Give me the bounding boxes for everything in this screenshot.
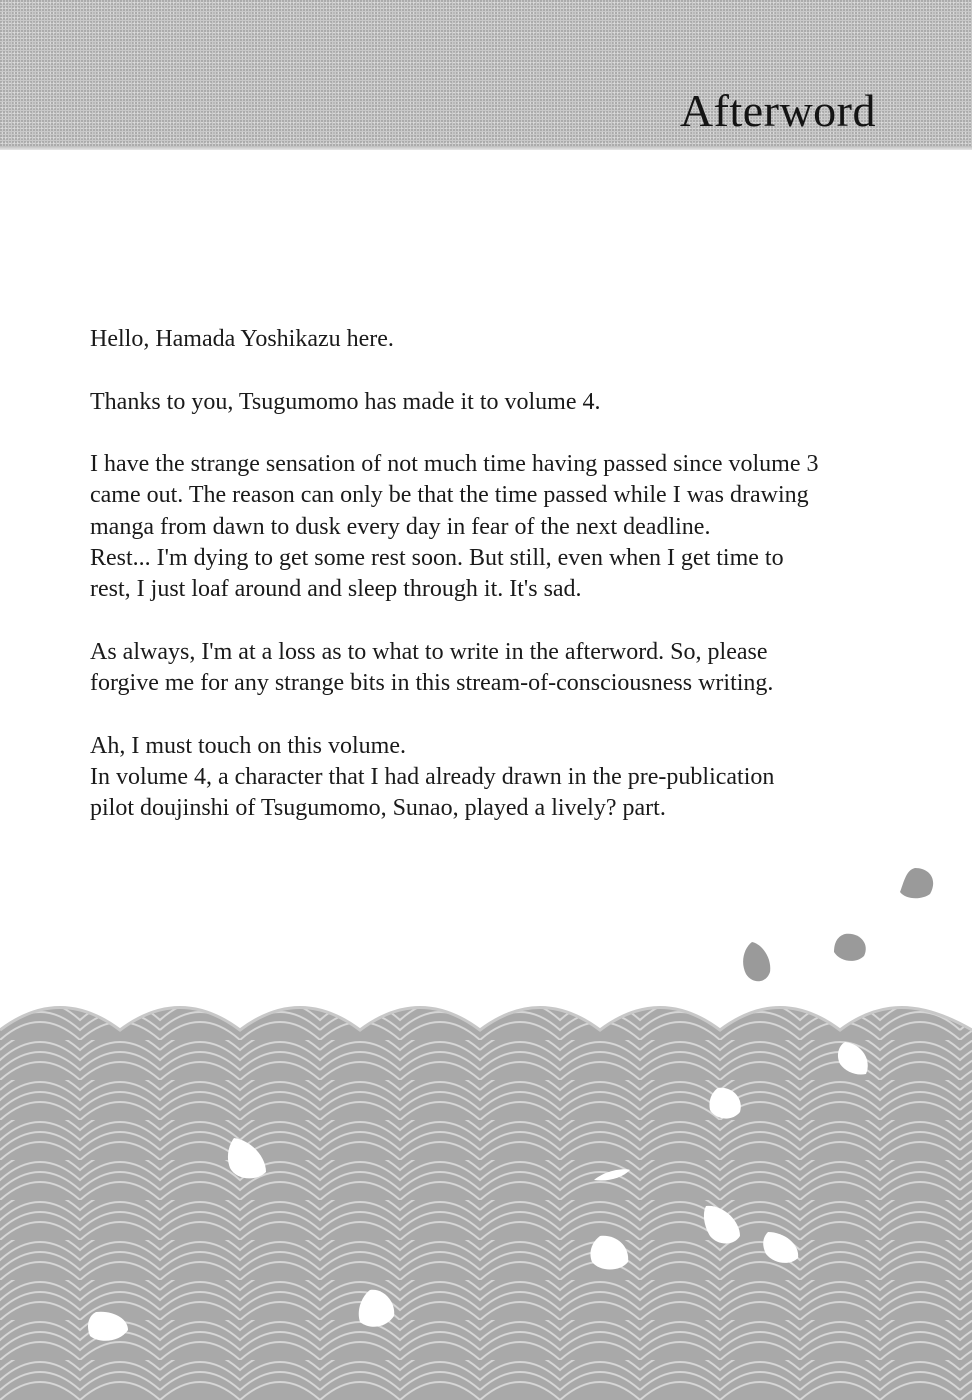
petal-gray-1	[900, 868, 933, 898]
petal-gray-2	[834, 934, 866, 961]
petal-gray-3	[743, 942, 770, 981]
text-line: manga from dawn to dusk every day in fear of the next deadline.	[90, 513, 711, 540]
text-line: Rest... I'm dying to get some rest soon. But still, even when I get time to	[90, 545, 784, 572]
text-line: Thanks to you, Tsugumomo has made it to volume 4.	[90, 388, 601, 415]
text-line: I have the strange sensation of not much time having passed since volume 3	[90, 451, 819, 478]
text-line: forgive me for any strange bits in this stream-of-consciousness writing.	[90, 670, 774, 697]
text-line: Hello, Hamada Yoshikazu here.	[90, 326, 394, 352]
text-line: pilot doujinshi of Tsugumomo, Sunao, played a lively? part.	[90, 795, 666, 822]
seigaiha-wave-pattern	[0, 1008, 972, 1400]
text-line: came out. The reason can only be that the time passed while I was drawing	[90, 482, 809, 509]
text-line: Ah, I must touch on this volume.	[90, 732, 406, 759]
text-line: As always, I'm at a loss as to what to write in the afterword. So, please	[90, 638, 768, 665]
text-line: rest, I just loaf around and sleep through it. It's sad.	[90, 576, 582, 603]
text-line: In volume 4, a character that I had already drawn in the pre-publication	[90, 764, 775, 791]
page-title: Afterword	[679, 85, 876, 136]
